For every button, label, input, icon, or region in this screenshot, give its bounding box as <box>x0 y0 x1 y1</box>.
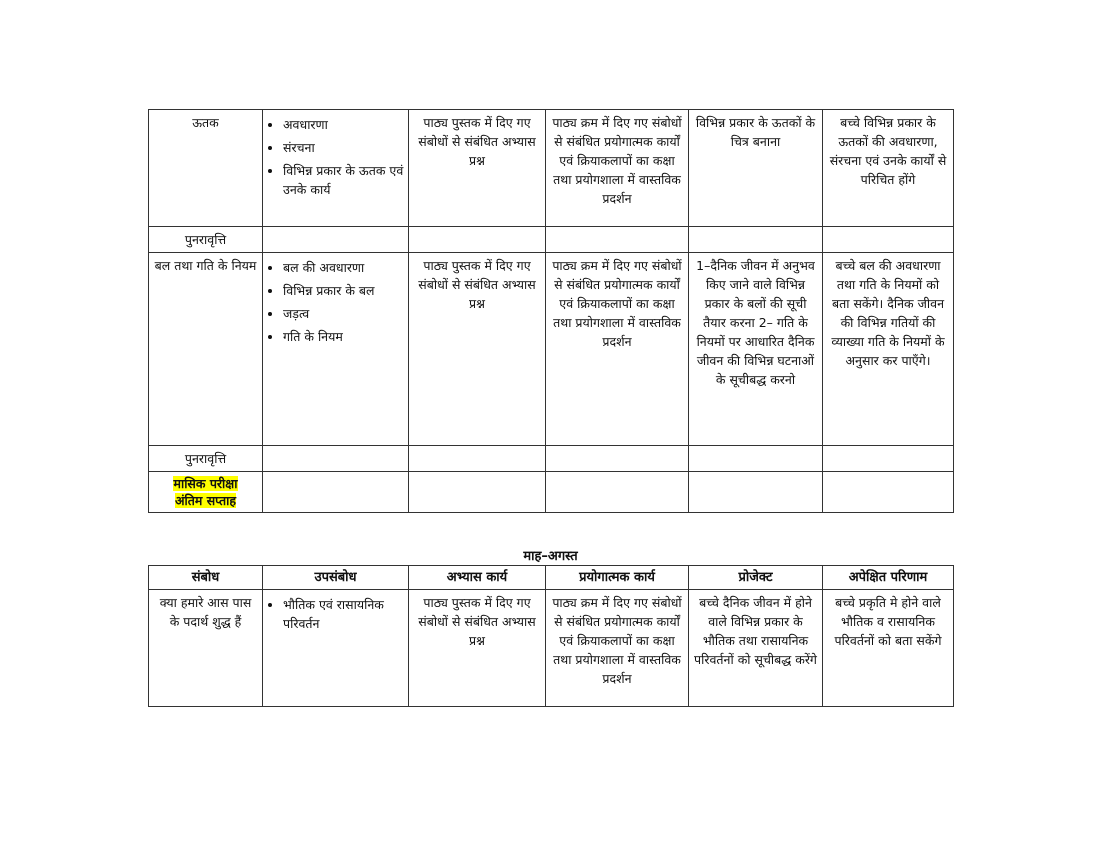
list-item: • बल की अवधारणा <box>283 258 404 277</box>
list-item: • विभिन्न प्रकार के ऊतक एवं उनके कार्य <box>283 161 404 199</box>
project-cell: बच्चे दैनिक जीवन में होने वाले विभिन्न प्रकार के भौतिक तथा रासायनिक परिवर्तनों को सूचीबद्ध करेंगे <box>689 590 823 707</box>
exercise-cell: पाठ्य पुस्तक में दिए गए संबोधों से संबंधित अभ्यास प्रश्न <box>409 253 546 446</box>
curriculum-table-july <box>148 109 954 513</box>
highlighted-week-label: अंतिम सप्ताह <box>174 493 237 508</box>
exam-cell <box>149 472 263 513</box>
subtopic-list <box>267 115 404 199</box>
practical-cell: पाठ्य क्रम में दिए गए संबोधों से संबंधित प्रयोगात्मक कार्यों एवं क्रियाकलापों का कक्षा तथा प्रयोगशाला में वास्तविक प्रदर्शन <box>546 590 689 707</box>
outcome-cell: बच्चे प्रकृति मे होने वाले भौतिक व रासायनिक परिवर्तनों को बता सकेंगे <box>823 590 954 707</box>
practical-cell: पाठ्य क्रम में दिए गए संबोधों से संबंधित प्रयोगात्मक कार्यों एवं क्रियाकलापों का कक्षा तथा प्रयोगशाला में वास्तविक प्रदर्शन <box>546 110 689 227</box>
table-row <box>149 590 954 707</box>
table-row <box>149 446 954 472</box>
subtopic-list <box>267 258 404 346</box>
table-header-row <box>149 566 954 590</box>
project-cell: 1–दैनिक जीवन में अनुभव किए जाने वाले विभिन्न प्रकार के बलों की सूची तैयार करना 2– गति के नियमों पर आधारित दैनिक जीवन की विभिन्न घटनाओं के सूचीबद्ध करनाे <box>689 253 823 446</box>
project-cell: विभिन्न प्रकार के ऊतकों के चित्र बनाना <box>689 110 823 227</box>
column-header: प्रयोगात्मक कार्य <box>546 566 689 590</box>
table-row <box>149 110 954 227</box>
topic-cell: पुनरावृत्ति <box>149 227 263 253</box>
column-header: प्रोजेक्ट <box>689 566 823 590</box>
subtopic-cell <box>263 590 409 707</box>
outcome-cell: बच्चे बल की अवधारणा तथा गति के नियमों को बता सकेंगे। दैनिक जीवन की विभिन्न गतियों की व्याख्या गति के नियमों के अनुसार कर पाएँगे। <box>823 253 954 446</box>
list-item: • भौतिक एवं रासायनिक परिवर्तन <box>283 595 404 633</box>
topic-cell: पुनरावृत्ति <box>149 446 263 472</box>
list-item: • अवधारणा <box>283 115 404 134</box>
table-row <box>149 472 954 513</box>
topic-cell: बल तथा गति के नियम <box>149 253 263 446</box>
month-heading: माह–अगस्त <box>523 549 578 564</box>
list-item: • जड़त्व <box>283 304 404 323</box>
curriculum-table-august <box>148 565 954 707</box>
highlighted-exam-label: मासिक परीक्षा <box>173 476 238 491</box>
subtopic-cell <box>263 253 409 446</box>
subtopic-cell <box>263 110 409 227</box>
exercise-cell: पाठ्य पुस्तक में दिए गए संबोधों से संबंधित अभ्यास प्रश्न <box>409 590 546 707</box>
list-item: • संरचना <box>283 138 404 157</box>
table-row <box>149 253 954 446</box>
column-header: अपेक्षित परिणाम <box>823 566 954 590</box>
column-header: संबोध <box>149 566 263 590</box>
practical-cell: पाठ्य क्रम में दिए गए संबोधों से संबंधित प्रयोगात्मक कार्यों एवं क्रियाकलापों का कक्षा तथा प्रयोगशाला में वास्तविक प्रदर्शन <box>546 253 689 446</box>
outcome-cell: बच्चे विभिन्न प्रकार के ऊतकों की अवधारणा, संरचना एवं उनके कार्यों से परिचित होंगे <box>823 110 954 227</box>
list-item: • गति के नियम <box>283 327 404 346</box>
column-header: अभ्यास कार्य <box>409 566 546 590</box>
exercise-cell: पाठ्य पुस्तक में दिए गए संबोधों से संबंधित अभ्यास प्रश्न <box>409 110 546 227</box>
list-item: • विभिन्न प्रकार के बल <box>283 281 404 300</box>
topic-cell: क्या हमारे आस पास के पदार्थ शुद्ध हैं <box>149 590 263 707</box>
table-row <box>149 227 954 253</box>
column-header: उपसंबोध <box>263 566 409 590</box>
topic-cell: ऊतक <box>149 110 263 227</box>
subtopic-list <box>267 595 404 633</box>
